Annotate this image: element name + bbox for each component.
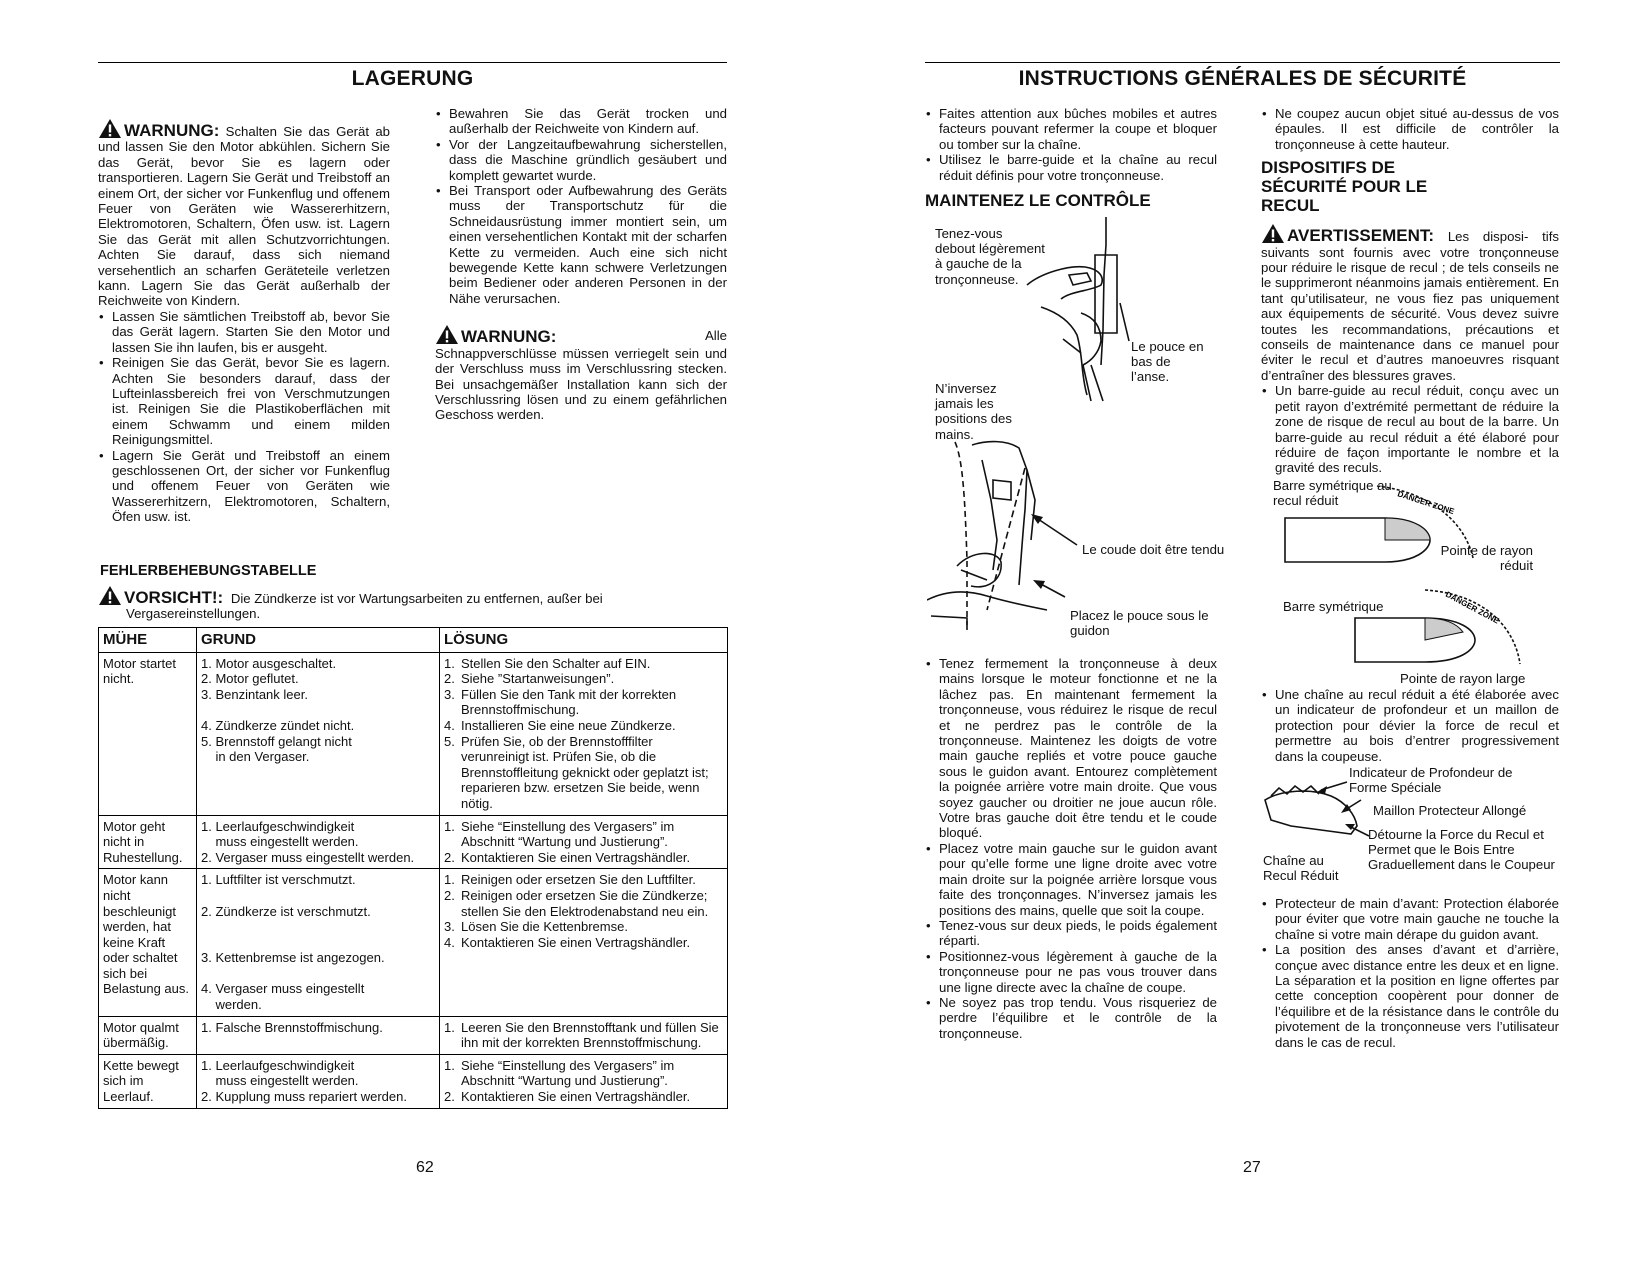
troubleshooting-table [98, 627, 728, 1109]
solution-cell [440, 869, 728, 1016]
figure-label-elbow: Le coude doit être tendu [1082, 542, 1225, 557]
list-item: • Bei Transport oder Aufbewahrung des Geräts muss der Transportschutz für die Schneidausrüstung immer montiert sein, um einen versehentlichen Kontakt mit der scharfen Kette zu vermeiden. Auch eine sich nicht bewegende Kette kann schwere Verletzungen beim Bediener oder anderen Personen in der Nähe verursachen. [435, 183, 727, 306]
cause-line: 1. Luftfilter ist verschmutzt. [201, 872, 356, 888]
table-row [99, 652, 728, 815]
caution-lead: Die Zündkerze ist vor Wartungsarbeiten zu entfernen, außer bei [230, 591, 603, 606]
cause-line: 3. Benzintank leer. [201, 686, 308, 702]
cause-cell [197, 652, 440, 815]
cause-line: 4. Zündkerze zündet nicht. [201, 717, 355, 733]
list-item: • Lassen Sie sämtlichen Treibstoff ab, bevor Sie das Gerät lagern. Starten Sie den Motor und lassen Sie ihn laufen, bis er ausgeht. [98, 309, 390, 355]
solution-number: 2. [444, 849, 455, 865]
cause-line: 2. Kupplung muss repariert werden. [201, 1089, 407, 1105]
warning-lead: Les disposi- [1447, 229, 1529, 245]
solution-number: 2. [444, 1089, 455, 1105]
warning-triangle-icon [1261, 223, 1285, 244]
problem-cell: Motor geht nicht in Ruhestellung. [99, 815, 197, 869]
cause-line [201, 888, 436, 904]
cause-line [201, 919, 436, 935]
page-number: 62 [416, 1159, 434, 1176]
caution-triangle-icon [98, 585, 122, 606]
section-heading-control: MAINTENEZ LE CONTRÔLE [925, 191, 1151, 211]
storage-bullets-1 [98, 309, 390, 525]
cause-line: muss eingestellt werden. [201, 1073, 359, 1089]
table-header-row [99, 628, 728, 653]
column-header: MÜHE [99, 628, 197, 653]
solution-item [444, 935, 724, 951]
solution-item [444, 919, 724, 935]
solution-cell [440, 652, 728, 815]
list-item: • La position des anses d’avant et d’arrière, conçue avec distance entre les deux et en ligne. La séparation et la position en ligne offertes par cette conception coopèrent pour donner de l’équilibre et de la résistance dans le contrôle du pivotement de la tronçonneuse vers l’utilisateur dans le cas de recul. [1261, 942, 1559, 1050]
hand-guard-bullets [1261, 896, 1559, 1050]
cause-line: 2. Motor geflutet. [201, 671, 299, 687]
warning-paragraph [98, 118, 390, 309]
solution-item [444, 687, 724, 718]
chain-bullet [1261, 687, 1559, 764]
page-title: LAGERUNG [351, 67, 474, 90]
table-title: FEHLERBEHEBUNGSTABELLE [100, 563, 317, 579]
solution-text: Kontaktieren Sie einen Vertragshändler. [461, 934, 691, 950]
figure-label-small-tip: Pointe de rayon réduit [1440, 543, 1533, 574]
solution-number: 1. [444, 655, 455, 671]
caution-label: VORSICHT!: [124, 588, 224, 607]
solution-item [444, 888, 724, 919]
safety-bullets-top [925, 106, 1217, 183]
solution-number: 3. [444, 686, 455, 702]
storage-bullets-2 [435, 106, 727, 306]
cause-line: 1. Leerlaufgeschwindigkeit [201, 1057, 355, 1073]
storage-column-1 [98, 118, 390, 525]
table-row [99, 869, 728, 1016]
figure-label-stand: Tenez-vous debout légèrement à gauche de la tronçonneuse. [935, 226, 1045, 287]
chain-illustration [1261, 780, 1381, 850]
problem-cell: Kette bewegt sich im Leerlauf. [99, 1054, 197, 1108]
cause-line: muss eingestellt werden. [201, 834, 359, 850]
solution-text: Reinigen oder ersetzen Sie den Luftfilter. [461, 872, 696, 888]
figure-label-hands: N’inversez jamais les positions des mains. [935, 381, 1012, 442]
figure-label-reduced-bar: Barre symétrique au recul réduit [1273, 478, 1392, 509]
cause-line: 1. Leerlaufgeschwindigkeit [201, 818, 355, 834]
solution-text: Installieren Sie eine neue Zündkerze. [461, 717, 676, 733]
warning-text: ab und lassen Sie den Motor abkühlen. Sichern Sie das Gerät, bevor Sie es lagern oder transportieren. Lagern Sie Gerät und Treibstoff an einem Ort, der sicher vor Funkenflug und offenem Feuer von Geräten wie Wassererhitzern, Elektromotoren, Schaltern, Öfen usw. ist. Lagern Sie das Gerät mit allen Schutzvorrichtungen. Achten Sie darauf, dass sich niemand versehentlich an scharfen Geräteteile verletzen kann. Lagern Sie das Gerät außerhalb der Reichweite von Kindern. [98, 124, 390, 309]
safety-column-1-bottom [925, 656, 1217, 1041]
figure-label-thumb: Le pouce en bas de l’anse. [1131, 339, 1204, 385]
warning-text: tifs suivants sont fournis avec votre tronçonneuse pour réduire le risque de recul ; de tels conseils ne le supprimeront néanmoins jamais entièrement. En tant qu’utilisateur, ne vous fiez pas uniquement aux équipements de sécurité. Vous devez suivre toutes les recommandations, précautions et conseils de maintenance dans ce manuel pour éviter le recul et d’autres manoeuvres risquant d’entraîner des blessures graves. [1261, 229, 1559, 383]
cause-cell [197, 815, 440, 869]
warning-lead: Alle [705, 328, 727, 344]
safety-column-2 [1261, 106, 1559, 476]
list-item: • Ne coupez aucun objet situé au-dessus de vos épaules. Il est difficile de contrôler la tronçonneuse à cette hauteur. [1261, 106, 1559, 152]
list-item: • Tenez-vous sur deux pieds, le poids également réparti. [925, 918, 1217, 949]
caution-paragraph [98, 585, 698, 622]
list-item: • Vor der Langzeitaufbewahrung sicherstellen, dass die Maschine gründlich gesäubert und komplett gewartet wurde. [435, 137, 727, 183]
figure-label-sym-bar: Barre symétrique [1283, 599, 1384, 614]
solution-text: Siehe ”Startanweisungen”. [461, 671, 615, 687]
cause-line: 4. Vergaser muss eingestellt [201, 981, 365, 997]
figure-label-deflect: Détourne la Force du Recul et Permet que le Bois Entre Graduellement dans le Coupeur [1368, 827, 1555, 873]
danger-zone-label: DANGER ZONE [1396, 489, 1456, 517]
solution-number: 5. [444, 733, 455, 749]
problem-cell: Motor kann nicht beschleunigt werden, hat keine Kraft oder schaltet sich bei Belastung aus. [99, 869, 197, 1016]
cause-line: 2. Zündkerze ist verschmutzt. [201, 903, 371, 919]
column-header: LÖSUNG [440, 628, 728, 653]
safety-column-1 [925, 106, 1217, 212]
cause-line [201, 966, 436, 982]
warning-label: WARNUNG: [461, 327, 557, 347]
warning-label: WARNUNG: [124, 121, 220, 140]
chain-bullet-block [1261, 687, 1559, 764]
figure-label-large-tip: Pointe de rayon large [1400, 671, 1526, 686]
warning-paragraph-2 [435, 324, 727, 422]
table-row [99, 1054, 728, 1108]
solution-cell [440, 1016, 728, 1054]
solution-number: 2. [444, 671, 455, 687]
problem-cell: Motor qualmt übermäßig. [99, 1016, 197, 1054]
figure-label-chain: Chaîne au Recul Réduit [1263, 853, 1339, 884]
cause-cell [197, 869, 440, 1016]
cause-line: 1. Falsche Brennstoffmischung. [201, 1019, 383, 1035]
caution-text: Vergasereinstellungen. [126, 606, 261, 622]
warning-label: AVERTISSEMENT: [1287, 226, 1435, 246]
solution-item [444, 1089, 724, 1105]
cause-line [201, 702, 436, 718]
list-item: • Reinigen Sie das Gerät, bevor Sie es lagern. Achten Sie besonders darauf, dass der Lufteinlassbereich frei von Verschmutzungen ist. Reinigen Sie die Plastikoberflächen mit einem Schwamm und einem milden Reinigungsmittel. [98, 355, 390, 447]
solution-text: Siehe “Einstellung des Vergasers” im Abschnitt “Wartung und Justierung”. [461, 818, 675, 850]
solution-text: Siehe “Einstellung des Vergasers” im Abschnitt “Wartung und Justierung”. [461, 1057, 675, 1089]
title-rule [98, 62, 727, 63]
table-row [99, 1016, 728, 1054]
solution-text: Kontaktieren Sie einen Vertragshändler. [461, 849, 691, 865]
right-page [825, 0, 1650, 1275]
solution-number: 1. [444, 872, 455, 888]
solution-text: Prüfen Sie, ob der Brennstofffilter verunreinigt ist. Prüfen Sie, ob die Brennstoffleitung geknickt oder geplatzt ist; reparieren bzw. ersetzen Sie beide, wenn nötig. [461, 733, 709, 811]
solution-number: 4. [444, 717, 455, 733]
solution-item [444, 1058, 724, 1089]
danger-zone-label: DANGER ZONE [1444, 589, 1501, 626]
bar-bullet [1261, 383, 1559, 475]
solution-item [444, 850, 724, 866]
solution-text: Stellen Sie den Schalter auf EIN. [461, 655, 651, 671]
list-item: • Un barre-guide au recul réduit, conçu avec un petit rayon d’extrémité permettant de réduire la zone de risque de recul au bout de la barre. Un barre-guide au recul réduit a été élaboré pour réduire de façon importante le nombre et la gravité des reculs. [1261, 383, 1559, 475]
cause-line [201, 935, 436, 951]
solution-number: 1. [444, 1019, 455, 1035]
solution-item [444, 656, 724, 672]
solution-item [444, 671, 724, 687]
cause-line: 2. Vergaser muss eingestellt werden. [201, 849, 415, 865]
warning-triangle-icon [98, 118, 122, 139]
list-item: • Tenez fermement la tronçonneuse à deux mains lorsque le moteur fonctionne et ne la lâchez pas. En maintenant fermement la tronçonneuse, vous réduirez le risque de recul et ne perdrez pas le contrôle de la tronçonneuse. Maintenez les doigts de votre main gauche repliés et votre pouce gauche sous le guidon avant. Entourez complètement la poignée arrière votre main droite. Que vous soyez gaucher ou droitier ne joue aucun rôle. Votre bras gauche doit être tendu et le coude bloqué. [925, 656, 1217, 841]
list-item: • Utilisez le barre-guide et la chaîne au recul réduit définis pour votre tronçonneuse. [925, 152, 1217, 183]
solution-item [444, 819, 724, 850]
control-bullets [925, 656, 1217, 1041]
list-item: • Une chaîne au recul réduit a été élaborée avec un indicateur de profondeur et un maillon de protection pour dévier la force de recul et permettre au bois d’entrer progressivement dans la coupeuse. [1261, 687, 1559, 764]
section-heading-kickback: DISPOSITIFS DE SÉCURITÉ POUR LE RECUL [1261, 158, 1428, 216]
page-number: 27 [1243, 1159, 1261, 1176]
list-item: • Protecteur de main d’avant: Protection élaborée pour éviter que votre main gauche ne touche la chaîne si votre main dérape du guidon avant. [1261, 896, 1559, 942]
list-item: • Placez votre main gauche sur le guidon avant pour qu’elle forme une ligne droite avec votre main droite sur la poignée arrière lorsque vous faite des tronçonnages. N’inversez jamais les positions des mains, quelle que soit la coupe. [925, 841, 1217, 918]
pointer-arrows [1025, 505, 1085, 605]
storage-column-2 [435, 106, 727, 423]
figure-label-depth: Indicateur de Profondeur de Forme Spéciale [1349, 765, 1513, 796]
cause-cell [197, 1054, 440, 1108]
problem-cell: Motor startet nicht. [99, 652, 197, 815]
solution-text: Lösen Sie die Kettenbremse. [461, 919, 628, 935]
solution-text: Füllen Sie den Tank mit der korrekten Brennstoffmischung. [461, 686, 677, 718]
solution-number: 3. [444, 919, 455, 935]
warning-paragraph [1261, 223, 1559, 383]
solution-number: 1. [444, 1057, 455, 1073]
title-rule [925, 62, 1560, 63]
table-row [99, 815, 728, 869]
warning-lead: Schalten Sie das Gerät [225, 124, 370, 139]
solution-number: 2. [444, 887, 455, 903]
solution-number: 1. [444, 818, 455, 834]
warning-triangle-icon [435, 324, 459, 345]
solution-cell [440, 1054, 728, 1108]
solution-item [444, 734, 724, 812]
guide-bars-illustration [1265, 478, 1565, 688]
cause-cell [197, 1016, 440, 1054]
list-item: • Lagern Sie Gerät und Treibstoff an einem geschlossenen Ort, der sicher vor Funkenflug und offenem Feuer von Geräten wie Wassererhitzern, Elektromotoren, Schaltern, Öfen usw. ist. [98, 448, 390, 525]
list-item: • Ne soyez pas trop tendu. Vous risqueriez de perdre l’équilibre et le contrôle de la tronçonneuse. [925, 995, 1217, 1041]
column-header: GRUND [197, 628, 440, 653]
cause-line: 5. Brennstoff gelangt nicht [201, 733, 352, 749]
solution-cell [440, 815, 728, 869]
overhead-bullet [1261, 106, 1559, 152]
safety-column-2-bottom [1261, 896, 1559, 1050]
cause-line: 3. Kettenbremse ist angezogen. [201, 950, 385, 966]
figure-label-link: Maillon Protecteur Allongé [1373, 803, 1527, 818]
cause-line: 1. Motor ausgeschaltet. [201, 655, 337, 671]
page-title: INSTRUCTIONS GÉNÉRALES DE SÉCURITÉ [1018, 67, 1467, 90]
cause-line: werden. [201, 997, 262, 1013]
list-item: • Positionnez-vous légèrement à gauche de la tronçonneuse pour ne pas vous trouver dans une ligne directe avec la chaîne de coupe. [925, 949, 1217, 995]
list-item: • Bewahren Sie das Gerät trocken und außerhalb der Reichweite von Kindern auf. [435, 106, 727, 137]
saw-grip-illustration [1021, 215, 1151, 405]
solution-text: Kontaktieren Sie einen Vertragshändler. [461, 1089, 691, 1105]
solution-item [444, 1020, 724, 1051]
cause-line: in den Vergaser. [201, 749, 310, 765]
solution-item [444, 872, 724, 888]
solution-text: Leeren Sie den Brennstofftank und füllen Sie ihn mit der korrekten Brennstoffmischung. [461, 1019, 719, 1051]
solution-number: 4. [444, 934, 455, 950]
warning-text: Schnappverschlüsse müssen verriegelt sein und der Verschluss muss im Verschlussring stecken. Bei unsachgemäßer Installation kann sich der Verschlussring lösen und zu einem gefährlichen Geschoss werden. [435, 345, 727, 423]
solution-text: Reinigen oder ersetzen Sie die Zündkerze; stellen Sie den Elektrodenabstand neu ein. [461, 887, 709, 919]
solution-item [444, 718, 724, 734]
figure-label-thumb-under: Placez le pouce sous le guidon [1070, 608, 1209, 639]
list-item: • Faites attention aux bûches mobiles et autres facteurs pouvant refermer la coupe et bloquer ou tomber sur la chaîne. [925, 106, 1217, 152]
